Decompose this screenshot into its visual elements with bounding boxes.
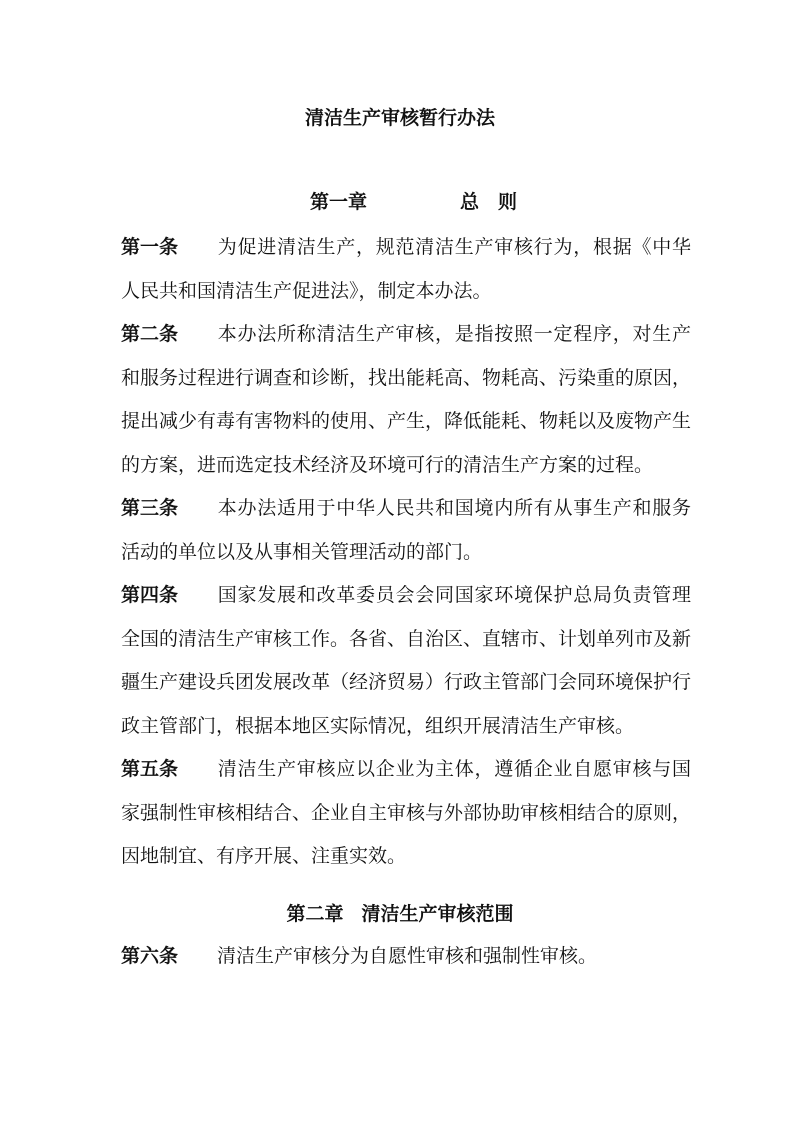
article-paragraph	[121, 574, 691, 748]
article-text: 清洁生产审核应以企业为主体，遵循企业自愿审核与国家强制性审核相结合、企业自主审核与外部协助审核相结合的原则，因地制宜、有序开展、注重实效。	[121, 758, 692, 867]
article-text: 清洁生产审核分为自愿性审核和强制性审核。	[217, 945, 598, 967]
chapter-heading	[0, 188, 800, 216]
article-paragraph	[121, 748, 691, 879]
article-label: 第六条	[121, 945, 179, 967]
article-label: 第三条	[121, 497, 179, 519]
article-paragraph	[121, 935, 691, 979]
article-paragraph	[121, 313, 691, 487]
article-label: 第五条	[121, 758, 179, 780]
article-paragraph	[121, 226, 691, 313]
article-text: 本办法所称清洁生产审核，是指按照一定程序，对生产和服务过程进行调查和诊断，找出能耗高、物耗高、污染重的原因，提出减少有毒有害物料的使用、产生，降低能耗、物耗以及废物产生的方案，进而选定技术经济及环境可行的清洁生产方案的过程。	[121, 323, 692, 476]
article-label: 第一条	[121, 236, 179, 258]
article-label: 第二条	[121, 323, 179, 345]
article-text: 本办法适用于中华人民共和国境内所有从事生产和服务活动的单位以及从事相关管理活动的部门。	[121, 497, 691, 563]
chapter-number: 第二章	[286, 903, 344, 925]
article-paragraph	[121, 487, 691, 574]
article-text: 国家发展和改革委员会会同国家环境保护总局负责管理全国的清洁生产审核工作。各省、自治区、直辖市、计划单列市及新疆生产建设兵团发展改革（经济贸易）行政主管部门会同环境保护行政主管部门，根据本地区实际情况，组织开展清洁生产审核。	[121, 584, 692, 737]
document-title: 清洁生产审核暂行办法	[304, 107, 495, 129]
chapter-heading	[0, 900, 800, 928]
chapter-name: 清洁生产审核范围	[361, 903, 514, 925]
chapter-name: 总 则	[460, 191, 518, 213]
chapter-number: 第一章	[310, 191, 368, 213]
article-text: 为促进清洁生产，规范清洁生产审核行为，根据《中华人民共和国清洁生产促进法》，制定本办法。	[121, 236, 691, 302]
article-label: 第四条	[121, 584, 179, 606]
